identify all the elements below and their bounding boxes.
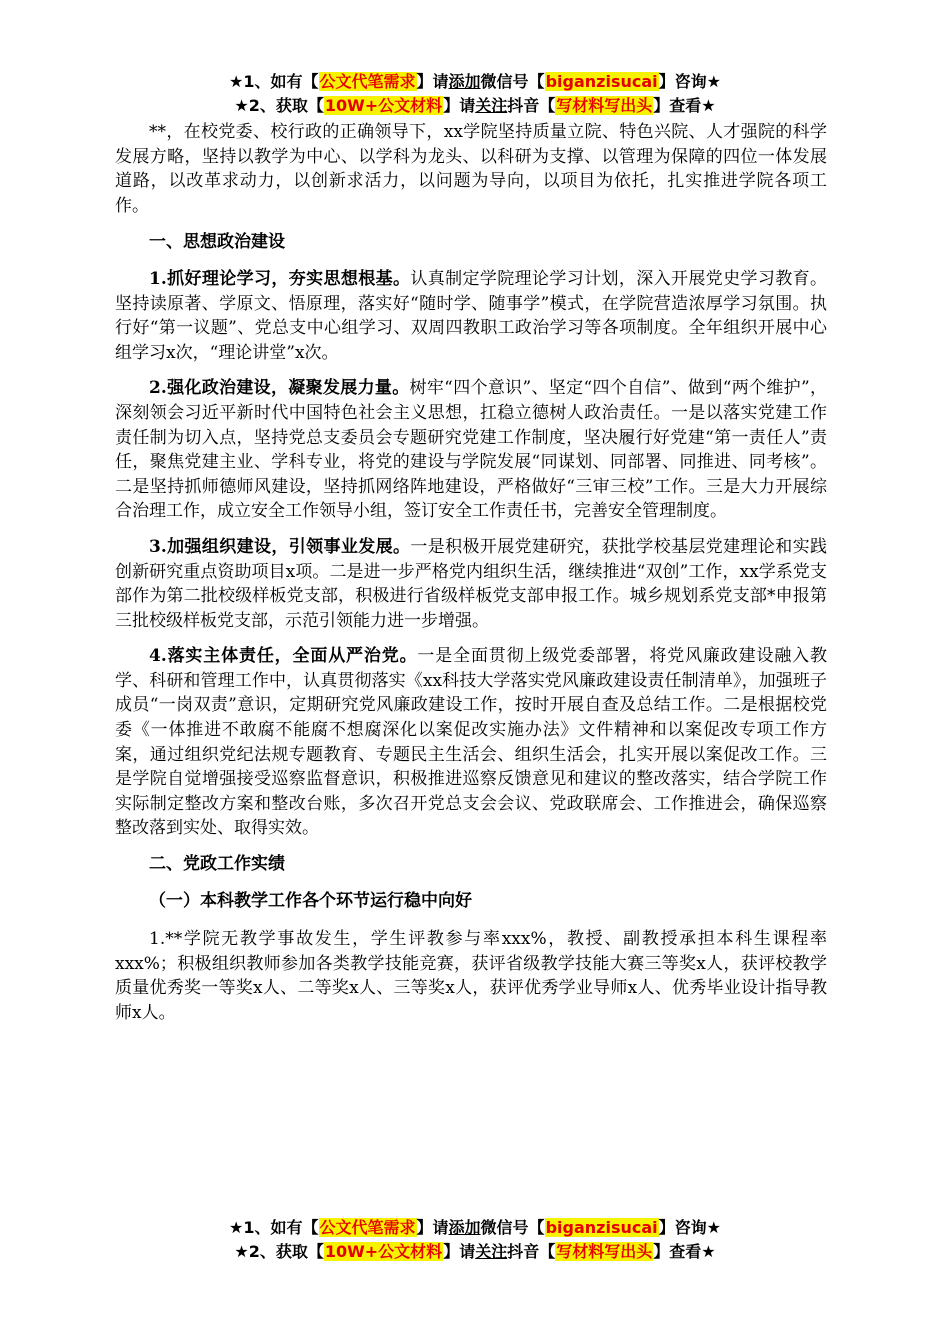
promo-line-2 <box>0 1240 950 1264</box>
promo-text: 】请 <box>443 96 476 115</box>
promo-underline: 关注 <box>475 96 508 115</box>
body-paragraph <box>115 644 827 841</box>
paragraph-body: 认真制定学院理论学习计划，深入开展党史学习教育。坚持读原著、学原文、悟原理，落实好“随时学、随事学”模式，在学院营造浓厚学习氛围。执行好“第一议题”、党总支中心组学习、双周四教职工政治学习等各项制度。全年组织开展中心组学习x次，“理论讲堂”x次。 <box>115 268 827 363</box>
promo-header <box>0 70 950 118</box>
paragraph-body: 一是全面贯彻上级党委部署，将党风廉政建设融入教学、科研和管理工作中，认真贯彻落实《xx科技大学落实党风廉政建设责任制清单》，加强班子成员“一岗双责”意识，定期研究党风廉政建设工作，按时开展自查及总结工作。二是根据校党委《一体推进不敢腐不能腐不想腐深化以案促改实施办法》文件精神和以案促改专项工作方案，通过组织党纪法规专题教育、专题民主生活会、组织生活会，扎实开展以案促改工作。三是学院自觉增强接受巡察监督意识，积极推进巡察反馈意见和建议的整改落实，结合学院工作实际制定整改方案和整改台账，多次召开党总支会会议、党政联席会、工作推进会，确保巡察整改落到实处、取得实效。 <box>115 646 828 839</box>
promo-line-1 <box>0 1216 950 1240</box>
body-paragraph <box>115 535 827 633</box>
promo-underline: 关注 <box>475 1242 508 1261</box>
paragraph-lead: 4.落实主体责任，全面从严治党。 <box>149 646 418 667</box>
promo-text: 】请 <box>416 1218 449 1237</box>
promo-text: 抖音【 <box>507 96 556 115</box>
promo-highlight: 公文代笔需求 <box>319 1218 416 1237</box>
promo-text: ★1、如有【 <box>229 72 319 91</box>
promo-line-1 <box>0 70 950 94</box>
promo-underline: 添加 <box>448 72 481 91</box>
promo-text: 】请 <box>416 72 449 91</box>
promo-text: 微信号【 <box>480 1218 545 1237</box>
promo-highlight: biganzisucai <box>545 72 658 91</box>
promo-highlight: 写材料写出头 <box>556 1242 653 1261</box>
promo-footer <box>0 1216 950 1264</box>
promo-highlight: 写材料写出头 <box>556 96 653 115</box>
promo-underline: 添加 <box>448 1218 481 1237</box>
paragraph-lead: 2.强化政治建设，凝聚发展力量。 <box>149 378 410 399</box>
promo-text: ★1、如有【 <box>229 1218 319 1237</box>
promo-highlight: 公文代笔需求 <box>319 72 416 91</box>
subsection-heading: （一）本科教学工作各个环节运行稳中向好 <box>149 890 472 911</box>
body-paragraph: 1.**学院无教学事故发生，学生评教参与率xxx%，教授、副教授承担本科生课程率xxx%；积极组织教师参加各类教学技能竞赛，获评省级教学技能大赛三等奖x人，获评校教学质量优秀奖一等奖x人、二等奖x人、三等奖x人，获评优秀学业导师x人、优秀毕业设计指导教师x人。 <box>115 929 827 1023</box>
section-heading: 二、党政工作实绩 <box>149 854 285 875</box>
promo-text: 】查看★ <box>653 1242 716 1261</box>
promo-text: 抖音【 <box>507 1242 556 1261</box>
paragraph-body: 树牢“四个意识”、坚定“四个自信”、做到“两个维护”，深刻领会习近平新时代中国特色社会主义思想，扛稳立德树人政治责任。一是以落实党建工作责任制为切入点，坚持党总支委员会专题研究党建工作制度，坚决履行好党建“第一责任人”责任，聚焦党建主业、学科专业，将党的建设与学院发展“同谋划、同部署、同推进、同考核”。二是坚持抓师德师风建设，坚持抓网络阵地建设，严格做好“三审三校”工作。三是大力开展综合治理工作，成立安全工作领导小组，签订安全工作责任书，完善安全管理制度。 <box>115 378 827 522</box>
paragraph-lead: 1.抓好理论学习，夯实思想根基。 <box>149 268 411 289</box>
promo-text: 】咨询★ <box>658 72 721 91</box>
promo-text: 】请 <box>443 1242 476 1261</box>
promo-text: 微信号【 <box>480 72 545 91</box>
document-body <box>115 120 827 1037</box>
promo-text: ★2、获取【 <box>234 96 324 115</box>
section-heading: 一、思想政治建设 <box>149 232 285 253</box>
paragraph-body: 一是积极开展党建研究，获批学校基层党建理论和实践创新研究重点资助项目x项。二是进一步严格党内组织生活，继续推进“双创”工作，xx学系党支部作为第二批校级样板党支部，积极进行省级样板党支部申报工作。城乡规划系党支部*申报第三批校级样板党支部，示范引领能力进一步增强。 <box>115 536 827 631</box>
intro-paragraph: **，在校党委、校行政的正确领导下，xx学院坚持质量立院、特色兴院、人才强院的科学发展方略，坚持以教学为中心、以学科为龙头、以科研为支撑、以管理为保障的四位一体发展道路，以改革求动力，以创新求活力，以问题为导向，以项目为依托，扎实推进学院各项工作。 <box>115 122 827 216</box>
promo-highlight: 10W+公文材料 <box>324 1242 443 1261</box>
promo-line-2 <box>0 94 950 118</box>
promo-text: 】咨询★ <box>658 1218 721 1237</box>
promo-text: 】查看★ <box>653 96 716 115</box>
promo-text: ★2、获取【 <box>234 1242 324 1261</box>
body-paragraph <box>115 267 827 365</box>
promo-highlight: biganzisucai <box>545 1218 658 1237</box>
promo-highlight: 10W+公文材料 <box>324 96 443 115</box>
body-paragraph <box>115 376 827 524</box>
paragraph-lead: 3.加强组织建设，引领事业发展。 <box>149 536 411 557</box>
